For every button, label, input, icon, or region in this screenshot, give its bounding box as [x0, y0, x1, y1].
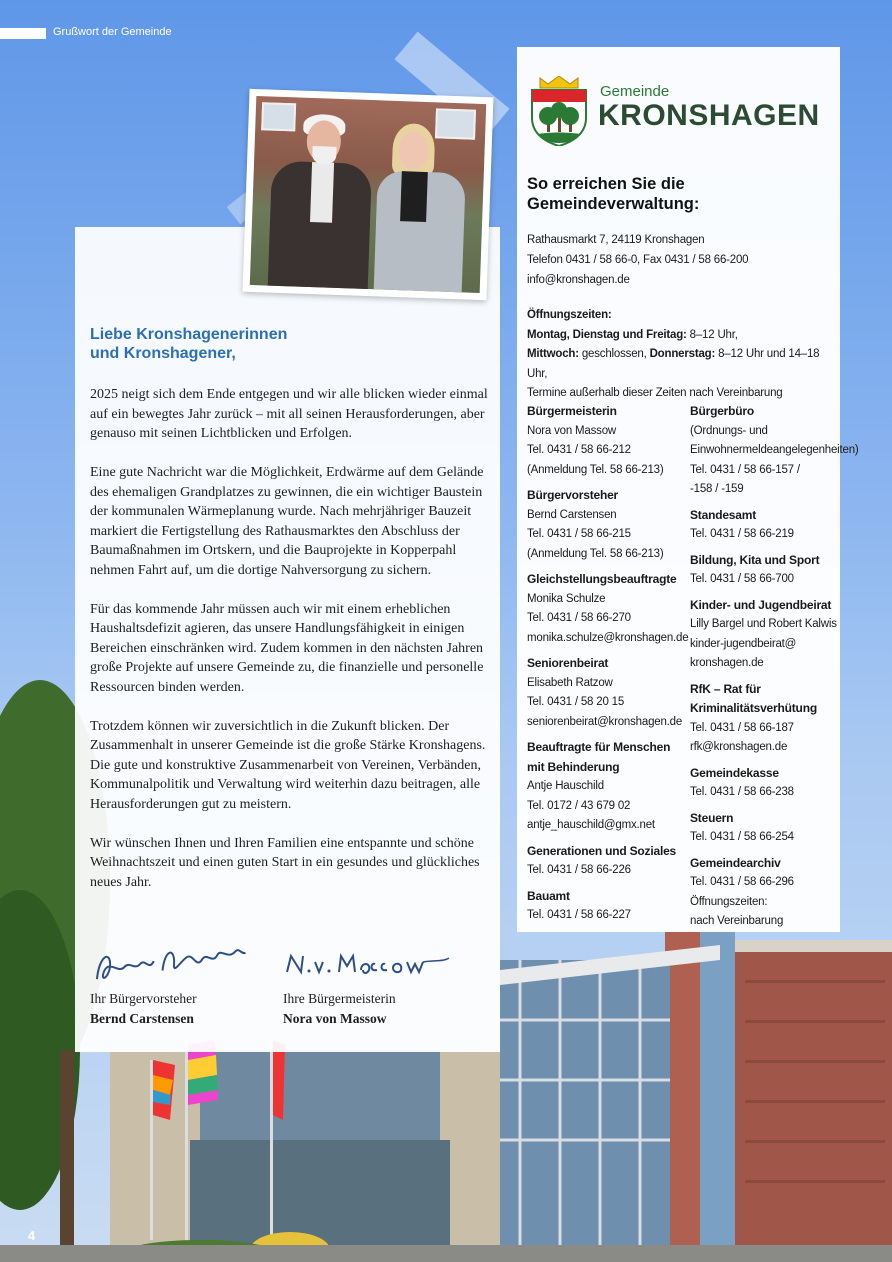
contact-entry — [690, 596, 840, 674]
contact-entry — [690, 506, 840, 545]
header-accent-bar — [0, 28, 46, 39]
contact-entry-line: Tel. 0431 / 58 66-157 / — [690, 463, 800, 476]
contact-email-link[interactable]: antje_hauschild@gmx.net — [527, 819, 655, 831]
contact-entry — [690, 809, 840, 848]
contact-email-link[interactable]: monika.schulze@kronshagen.de — [527, 631, 689, 644]
contact-entry-line: Tel. 0431 / 58 66-296 — [690, 876, 794, 888]
contact-entry — [527, 570, 689, 648]
hours-days: Montag, Dienstag und Freitag: — [527, 328, 687, 341]
address-line: Rathausmarkt 7, 24119 Kronshagen — [527, 234, 705, 246]
contact-entry-line: Nora von Massow — [527, 424, 617, 437]
contact-entry-line: Tel. 0431 / 58 66-219 — [690, 528, 794, 540]
signature-nora-von-massow — [283, 950, 453, 980]
hours-times: geschlossen, — [578, 348, 650, 360]
contact-email-link[interactable]: kronshagen.de — [690, 657, 764, 669]
hours-line — [527, 345, 837, 384]
letter-paragraph: 2025 neigt sich dem Ende entgegen und wir alle blicken wieder einmal auf ein bewegtes Jahr zurück – mit all seinen Herausforderungen, aber genauso mit seinen Lichtblicken und Erfolgen. — [90, 387, 488, 441]
contact-entry — [527, 486, 677, 564]
contact-entry-line: Tel. 0431 / 58 66-212 — [527, 444, 631, 456]
portrait-photo — [243, 89, 494, 300]
contact-entry-line: Antje Hauschild — [527, 780, 604, 792]
signer-name: Bernd Carstensen — [90, 1011, 194, 1026]
letter-paragraph: Wir wünschen Ihnen und Ihren Familien eine entspannte und schöne Weihnachtszeit und einen guten Start in ein gesundes und glückliches neues Jahr. — [90, 835, 480, 890]
contact-entry-line: Öffnungszeiten: — [690, 895, 768, 908]
contact-entry-title: Kinder- und Jugendbeirat — [690, 597, 832, 612]
greeting-line-2: und Kronshagener, — [90, 345, 236, 362]
contact-entry-line: Tel. 0431 / 58 66-254 — [690, 831, 794, 843]
contact-entry-title: Beauftragte für Menschen mit Behinderung — [527, 740, 671, 774]
hours-times: 8–12 Uhr, — [686, 328, 738, 341]
email-link[interactable]: info@kronshagen.de — [527, 274, 630, 286]
contact-entry-line: -158 / -159 — [690, 483, 744, 495]
contact-entry — [690, 551, 840, 590]
contact-entry-line: nach Vereinbarung — [690, 915, 784, 927]
contact-list-left — [527, 402, 689, 932]
contact-entry-title: Gleichstellungsbeauftragte — [527, 572, 677, 586]
phone-fax-line: Telefon 0431 / 58 66-0, Fax 0431 / 58 66-200 — [527, 254, 749, 266]
contact-entry-title: Bürgervorsteher — [527, 488, 619, 502]
contact-entry-line: Tel. 0431 / 58 66-227 — [527, 909, 631, 921]
hours-times: 8–12 Uhr und 14–18 Uhr, — [527, 348, 820, 380]
contact-entry-line: Tel. 0431 / 58 66-187 — [690, 721, 794, 734]
contact-entry — [690, 854, 840, 932]
page-number: 4 — [28, 1228, 36, 1243]
logo-gemeinde: Gemeinde — [600, 83, 670, 100]
contact-entry-line: Elisabeth Ratzow — [527, 676, 613, 689]
hours-days: Mittwoch: — [527, 348, 579, 360]
letter-paragraph: Trotzdem können wir zuversichtlich in die Zukunft blicken. Der Zusammenhalt in unserer Gemeinde ist die große Stärke Kronshagens. Die gute und konstruktive Zusammenarbeit von Vereinen, Verbänden, Kommunalpolitik und Verwaltung wird weiterhin dazu beitragen, alle Herausforderungen gut zu meistern. — [90, 718, 486, 812]
contact-entry-title: Generationen und Soziales — [527, 843, 677, 858]
contact-entry-line: Bernd Carstensen — [527, 508, 617, 521]
contact-entry — [690, 764, 840, 803]
coat-of-arms-icon — [530, 76, 588, 146]
contact-entry-title: Bildung, Kita und Sport — [690, 552, 820, 567]
contact-entry — [527, 738, 677, 836]
contact-entry-title: Standesamt — [690, 507, 757, 522]
letter-paragraph: Eine gute Nachricht war die Möglichkeit, Erdwärme auf dem Gelände des ehemaligen Grandplatzes zu gewinnen, die ein wichtiger Baustein der kommunalen Wärmeplanung wurde. Nach mehrjähriger Bauzeit markiert die Fertigstellung des Rathausmarktes den Abschluss der Baumaßnahmen im Ortskern, und die Bauprojekte in Kopperpahl nehmen Fahrt auf, um die dortige Nahversorgung zu sichern. — [90, 465, 484, 578]
signer-role: Ihr Bürgervorsteher — [90, 991, 197, 1006]
letter-greeting — [90, 325, 470, 363]
contact-entry-title: RfK – Rat für Kriminalitätsverhütung — [690, 681, 817, 715]
letter-body — [90, 385, 490, 912]
logo-kronshagen: KRONSHAGEN — [598, 99, 820, 132]
letter-paragraph: Für das kommende Jahr müssen auch wir mit einem erheblichen Haushaltsdefizit agieren, das unsere Handlungsfähigkeit in einigen Bereichen einschränken wird. Zudem kommen in den nächsten Jahren große Projekte auf unsere Gemeinde zu, die finanzielle und personelle Ressourcen binden werden. — [90, 601, 484, 695]
contact-entry-line: Monika Schulze — [527, 592, 606, 605]
contact-entry-line: Lilly Bargel und Robert Kalwis — [690, 618, 837, 630]
contact-heading — [527, 174, 827, 214]
contact-entry-line: Tel. 0431 / 58 66-700 — [690, 573, 794, 585]
greeting-line-1: Liebe Kronshagenerinnen — [90, 326, 288, 343]
hours-title: Öffnungszeiten: — [527, 309, 612, 321]
contact-entry — [527, 654, 683, 732]
opening-hours — [527, 306, 837, 404]
contact-address — [527, 230, 748, 290]
contact-entry-line: Tel. 0431 / 58 20 15 — [527, 696, 625, 708]
hours-line — [527, 326, 837, 346]
signer-right — [283, 989, 396, 1029]
contact-entry-title: Seniorenbeirat — [527, 656, 609, 670]
signer-role: Ihre Bürgermeisterin — [283, 991, 396, 1006]
signer-left — [90, 989, 197, 1029]
contact-entry-title: Bauamt — [527, 888, 570, 903]
contact-heading-line: So erreichen Sie die — [527, 175, 685, 193]
contact-entry-line: Tel. 0431 / 58 66-270 — [527, 612, 631, 624]
contact-entry — [690, 402, 859, 500]
hours-note: Termine außerhalb dieser Zeiten nach Vereinbarung — [527, 387, 783, 399]
contact-entry-line: Tel. 0431 / 58 66-215 — [527, 528, 631, 540]
contact-list-right — [690, 402, 859, 938]
contact-entry — [527, 842, 677, 881]
contact-email-link[interactable]: rfk@kronshagen.de — [690, 741, 788, 753]
hours-days: Donnerstag: — [649, 348, 716, 360]
contact-email-link[interactable]: kinder-jugendbeirat@ — [690, 637, 797, 650]
contact-entry-line: Tel. 0431 / 58 66-238 — [690, 786, 794, 798]
contact-entry — [690, 680, 840, 758]
signer-name: Nora von Massow — [283, 1011, 387, 1026]
contact-entry-line: Tel. 0172 / 43 679 02 — [527, 799, 631, 812]
contact-entry-line: (Ordnungs- und Einwohnermeldeangelegenheiten) — [690, 424, 859, 456]
contact-entry-title: Steuern — [690, 810, 734, 825]
section-label: Grußwort der Gemeinde — [53, 26, 172, 38]
contact-entry — [527, 887, 677, 926]
contact-entry-line: (Anmeldung Tel. 58 66-213) — [527, 463, 664, 476]
contact-entry-line: Tel. 0431 / 58 66-226 — [527, 864, 631, 876]
contact-entry — [527, 402, 677, 480]
contact-email-link[interactable]: seniorenbeirat@kronshagen.de — [527, 715, 683, 728]
contact-entry-title: Gemeindekasse — [690, 765, 779, 780]
contact-heading-line: Gemeindeverwaltung: — [527, 195, 700, 213]
contact-entry-title: Bürgermeisterin — [527, 404, 617, 418]
contact-entry-title: Bürgerbüro — [690, 404, 755, 418]
contact-entry-line: (Anmeldung Tel. 58 66-213) — [527, 547, 664, 560]
contact-entry-title: Gemeindearchiv — [690, 855, 781, 870]
